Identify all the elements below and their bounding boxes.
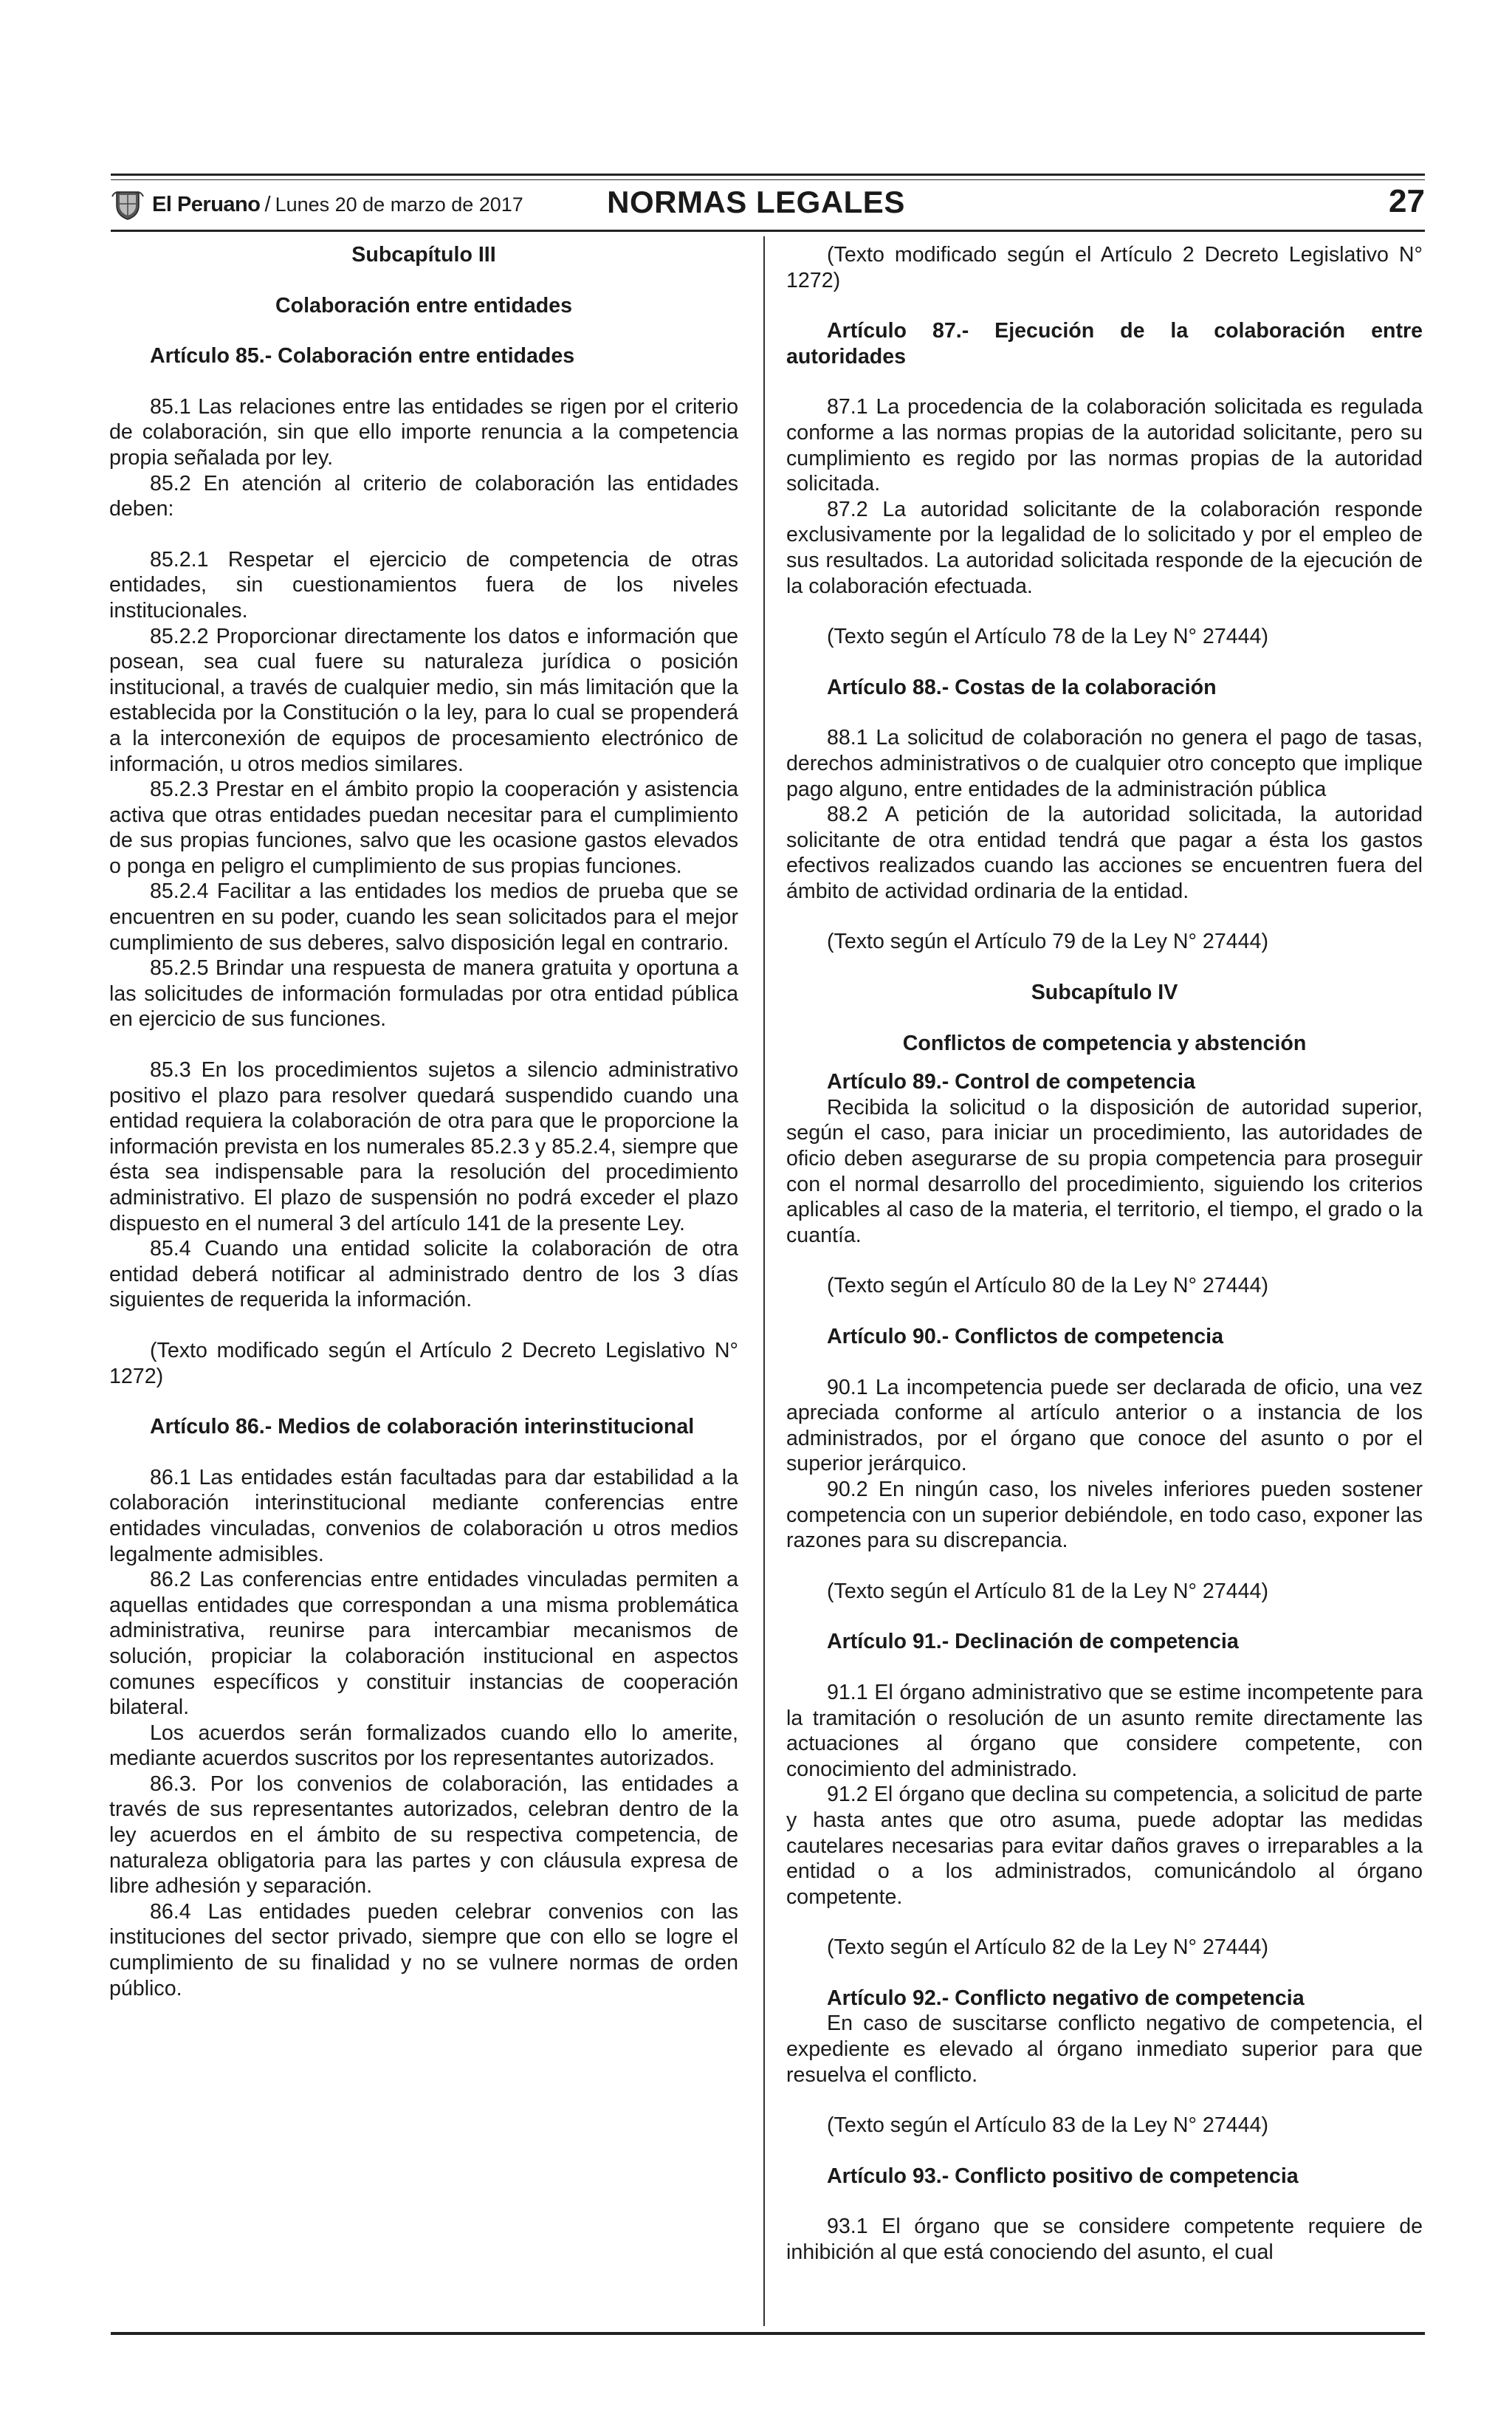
article-91-title: Artículo 91.- Declinación de competencia <box>827 1630 1239 1654</box>
note-article-88: (Texto según el Artículo 79 de la Ley N° 27444) <box>827 930 1268 954</box>
subchapter-heading: Subcapítulo III <box>351 243 496 267</box>
paragraph-86-2-agreements: Los acuerdos serán formalizados cuando ello lo amerite, mediante acuerdos suscritos por los representantes autorizados. <box>109 1721 738 1771</box>
subchapter-title-iv: Conflictos de competencia y abstención <box>902 1031 1307 1055</box>
paragraph-85-2-2: 85.2.2 Proporcionar directamente los datos e información que posean, sea cual fuere su naturaleza jurídica o posición institucional, a través de cualquier medio, sin más limitación que la establecida por la Constitución o la ley, para lo cual se propenderá a la interconexión de equipos de procesamiento electrónico de información, u otros medios similares. <box>109 624 738 776</box>
paragraph-90-2: 90.2 En ningún caso, los niveles inferiores pueden sostener competencia con un superior debiéndole, en todo caso, exponer las razones para su discrepancia. <box>786 1477 1423 1553</box>
issue-date: Lunes 20 de marzo de 2017 <box>275 193 523 216</box>
article-88-title: Artículo 88.- Costas de la colaboración <box>827 675 1217 699</box>
paragraph-86-2: 86.2 Las conferencias entre entidades vinculadas permiten a aquellas entidades que correspondan a una misma problemática administrativa, reunirse para intercambiar mecanismos de solución, propiciar la colaboración institucional en aspectos comunes específicos y constituir instancias de cooperación bilateral. <box>109 1568 738 1720</box>
paragraph-90-1: 90.1 La incompetencia puede ser declarada de oficio, una vez apreciada conforme al artículo anterior o a instancia de los administrados, por el órgano que conoce del asunto o por el superior jerárquico. <box>786 1375 1423 1476</box>
note-article-87: (Texto según el Artículo 78 de la Ley N° 27444) <box>827 625 1268 649</box>
footer-rule <box>111 2332 1425 2335</box>
paragraph-85-4: 85.4 Cuando una entidad solicite la colaboración de otra entidad deberá notificar al administrado dentro de los 3 días siguientes de requerida la información. <box>109 1237 738 1312</box>
note-article-92: (Texto según el Artículo 83 de la Ley N° 27444) <box>827 2113 1268 2138</box>
paragraph-89: Recibida la solicitud o la disposición de autoridad superior, según el caso, para iniciar un procedimiento, las autoridades de oficio deben asegurarse de su propia competencia para proseguir con el normal desarrollo del procedimiento, siguiendo los criterios aplicables al caso de la materia, el territorio, el tiempo, el grado o la cuantía. <box>786 1095 1423 1247</box>
paragraph-85-2-3: 85.2.3 Prestar en el ámbito propio la cooperación y asistencia activa que otras entidades puedan necesitar para el cumplimiento de sus propias funciones, salvo que les ocasione gastos elevados o ponga en peligro el cumplimiento de sus propias funciones. <box>109 778 738 878</box>
paragraph-88-1: 88.1 La solicitud de colaboración no genera el pago de tasas, derechos administrativos o de cualquier otro concepto que implique pago alguno, entre entidades de la administración pública <box>786 726 1423 801</box>
header-separator: / <box>264 192 271 216</box>
paragraph-88-2: 88.2 A petición de la autoridad solicitada, la autoridad solicitante de otra entidad tendrá que pagar a ésta los gastos efectivos realizados cuando las acciones se encuentren fuera del ámbito de actividad ordinaria de la entidad. <box>786 803 1423 903</box>
note-article-89: (Texto según el Artículo 80 de la Ley N° 27444) <box>827 1274 1268 1298</box>
note-article-91: (Texto según el Artículo 82 de la Ley N° 27444) <box>827 1935 1268 1960</box>
subchapter-heading-iv: Subcapítulo IV <box>1031 981 1178 1005</box>
article-86-title: Artículo 86.- Medios de colaboración interinstitucional <box>150 1415 695 1439</box>
paragraph-86-3: 86.3. Por los convenios de colaboración, las entidades a través de sus representantes autorizados, celebran dentro de la ley acuerdos en el ámbito de su respectiva competencia, de naturaleza obligatoria para las partes y con cláusula expresa de libre adhesión y separación. <box>109 1772 738 1899</box>
article-90-title: Artículo 90.- Conflictos de competencia <box>827 1325 1224 1348</box>
article-92-title: Artículo 92.- Conflicto negativo de competencia <box>827 1986 1305 2010</box>
paragraph-87-1: 87.1 La procedencia de la colaboración solicitada es regulada conforme a las normas propias de la autoridad solicitante, pero su cumplimiento es regido por las normas propias de la autoridad solicitada. <box>786 395 1423 496</box>
article-89-title: Artículo 89.- Control de competencia <box>827 1070 1195 1094</box>
paragraph-86-4: 86.4 Las entidades pueden celebrar convenios con las instituciones del sector privado, siempre que con ello se logre el cumplimiento de su finalidad y no se vulnere normas de orden público. <box>109 1899 738 2000</box>
paragraph-85-2: 85.2 En atención al criterio de colaboración las entidades deben: <box>109 471 738 521</box>
section-title: NORMAS LEGALES <box>607 185 905 219</box>
paragraph-91-2: 91.2 El órgano que declina su competencia, a solicitud de parte y hasta antes que otro asuma, puede adoptar las medidas cautelares necesarias para evitar daños graves o irreparables a la entidad o a los administrados, comunicándolo al órgano competente. <box>786 1783 1423 1909</box>
right-column <box>786 242 1423 2266</box>
header-rule <box>111 174 1425 176</box>
note-article-85: (Texto modificado según el Artículo 2 Decreto Legislativo N° 1272) <box>109 1338 738 1388</box>
column-divider <box>763 236 765 2326</box>
header-rule-thin <box>111 179 1425 180</box>
note-article-86: (Texto modificado según el Artículo 2 Decreto Legislativo N° 1272) <box>786 243 1423 292</box>
paragraph-91-1: 91.1 El órgano administrativo que se estime incompetente para la tramitación o resolución de un asunto remite directamente las actuaciones al órgano que considere competente, con conocimiento del administrado. <box>786 1680 1423 1781</box>
paragraph-93-1: 93.1 El órgano que se considere competente requiere de inhibición al que está conociendo del asunto, el cual <box>786 2215 1423 2265</box>
newspaper-name: El Peruano <box>152 192 261 216</box>
note-article-90: (Texto según el Artículo 81 de la Ley N° 27444) <box>827 1579 1268 1603</box>
article-87-title: Artículo 87.- Ejecución de la colaboración entre autoridades <box>786 319 1423 368</box>
article-93-title: Artículo 93.- Conflicto positivo de competencia <box>827 2164 1299 2188</box>
header-rule-bottom <box>111 230 1425 232</box>
article-85-title: Artículo 85.- Colaboración entre entidades <box>150 344 575 368</box>
paragraph-85-2-5: 85.2.5 Brindar una respuesta de manera gratuita y oportuna a las solicitudes de información formuladas por otra entidad pública en ejercicio de sus funciones. <box>109 956 738 1032</box>
subchapter-title: Colaboración entre entidades <box>275 293 572 318</box>
left-column <box>109 242 738 2001</box>
paragraph-87-2: 87.2 La autoridad solicitante de la colaboración responde exclusivamente por la legalidad de lo solicitado y por el empleo de sus resultados. La autoridad solicitada responde de la ejecución de la colaboración efectuada. <box>786 497 1423 598</box>
paragraph-85-3: 85.3 En los procedimientos sujetos a silencio administrativo positivo el plazo para resolver quedará suspendido cuando una entidad requiera la colaboración de otra para que le proporcione la información prevista en los numerales 85.2.3 y 85.2.4, siempre que ésta sea indispensable para la resolución del procedimiento administrativo. El plazo de suspensión no podrá exceder el plazo dispuesto en el numeral 3 del artículo 141 de la presente Ley. <box>109 1058 738 1235</box>
paragraph-86-1: 86.1 Las entidades están facultadas para dar estabilidad a la colaboración interinstitucional mediante conferencias entre entidades vinculadas, convenios de colaboración u otros medios legalmente admisibles. <box>109 1465 738 1566</box>
page-number: 27 <box>1389 183 1425 219</box>
paragraph-85-2-4: 85.2.4 Facilitar a las entidades los medios de prueba que se encuentren en su poder, cuando les sean solicitados para el mejor cumplimiento de sus deberes, salvo disposición legal en contrario. <box>109 879 738 955</box>
paragraph-85-1: 85.1 Las relaciones entre las entidades se rigen por el criterio de colaboración, sin que ello importe renuncia a la competencia propia señalada por ley. <box>109 394 738 470</box>
paragraph-92: En caso de suscitarse conflicto negativo de competencia, el expediente es elevado al órgano inmediato superior para que resuelva el conflicto. <box>786 2012 1423 2087</box>
paragraph-85-2-1: 85.2.1 Respetar el ejercicio de competencia de otras entidades, sin cuestionamientos fuera de los niveles institucionales. <box>109 547 738 623</box>
